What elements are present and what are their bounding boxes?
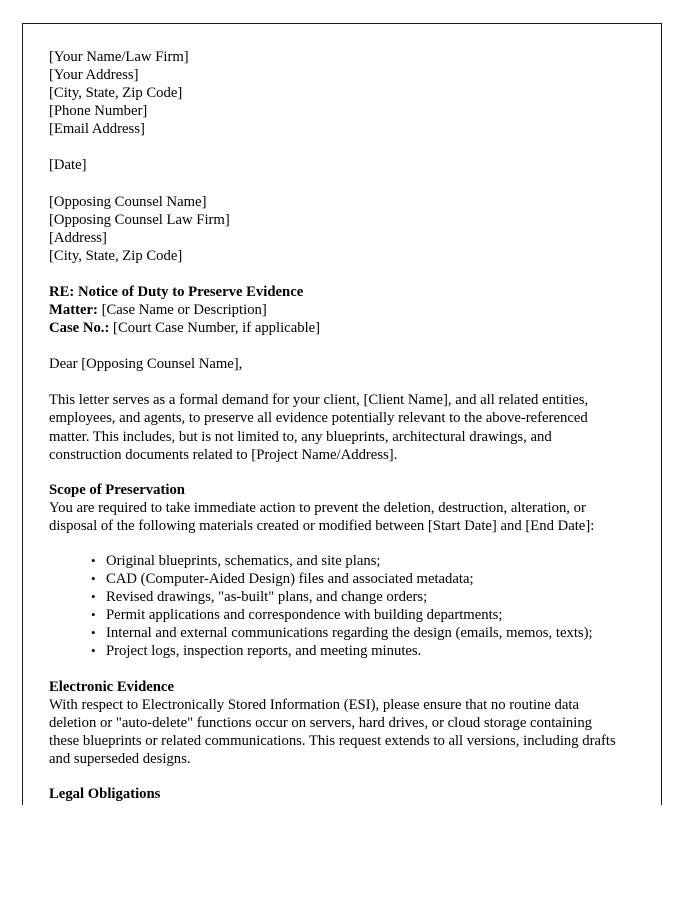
recipient-line-city: [City, State, Zip Code] [49, 247, 183, 264]
re-label: RE: [49, 283, 75, 300]
sender-line-phone: [Phone Number] [49, 103, 148, 120]
section-electronic-evidence [49, 678, 641, 768]
sender-line-address: [Your Address] [49, 67, 139, 84]
spacer [49, 535, 641, 552]
spacer [49, 175, 641, 193]
section-scope-of-preservation [49, 481, 641, 661]
intro-paragraph: This letter serves as a formal demand for your client, [Client Name], and all related entities, employees, and agents, to preserve all evidence potentially relevant to the above-referenced matter. This includes, but is not limited to, any blueprints, architectural drawings, and construction documents related to [Project Name/Address]. [49, 392, 589, 463]
sender-line-name: [Your Name/Law Firm] [49, 49, 189, 65]
list-item: • Revised drawings, "as-built" plans, and change orders; [91, 588, 641, 606]
spacer [49, 265, 641, 283]
sender-line-city: [City, State, Zip Code] [49, 85, 183, 102]
date-line: [Date] [49, 157, 87, 174]
matter-label: Matter: [49, 302, 98, 319]
spacer [49, 464, 641, 481]
recipient-line-address: [Address] [49, 229, 107, 246]
list-item: • Permit applications and correspondence with building departments; [91, 606, 641, 624]
recipient-line-name: [Opposing Counsel Name] [49, 193, 207, 210]
section-heading: Legal Obligations [49, 786, 161, 802]
case-number-label: Case No.: [49, 320, 110, 337]
section-body: With respect to Electronically Stored Information (ESI), please ensure that no routine data deletion or "auto-delete" functions occur on servers, hard drives, or cloud storage containing these blueprints or related communications. This request extends to all versions, including drafts and superseded designs. [49, 696, 616, 767]
sender-address-block [49, 48, 641, 138]
preservation-materials-list [49, 552, 641, 661]
spacer [49, 373, 641, 391]
case-number-line [49, 319, 641, 337]
document-body [23, 24, 661, 803]
matter-value: [Case Name or Description] [101, 302, 267, 319]
spacer [49, 138, 641, 156]
section-body: You are required to take immediate action to prevent the deletion, destruction, alteration, or disposal of the following materials created or modified between [Start Date] and [End Date]: [49, 499, 595, 534]
spacer [49, 661, 641, 678]
recipient-address-block [49, 193, 641, 265]
matter-line [49, 301, 641, 319]
case-number-value: [Court Case Number, if applicable] [113, 320, 321, 337]
salutation: Dear [Opposing Counsel Name], [49, 356, 243, 373]
list-item: • Internal and external communications regarding the design (emails, memos, texts); [91, 624, 641, 642]
re-line [49, 283, 641, 301]
section-heading: Scope of Preservation [49, 481, 185, 498]
list-item: • CAD (Computer-Aided Design) files and associated metadata; [91, 570, 641, 588]
re-value: Notice of Duty to Preserve Evidence [77, 283, 304, 300]
subject-block [49, 283, 641, 337]
sender-line-email: [Email Address] [49, 121, 145, 138]
list-item: • Original blueprints, schematics, and site plans; [91, 552, 641, 570]
spacer [49, 768, 641, 785]
spacer [49, 337, 641, 355]
section-legal-obligations [49, 785, 641, 803]
document-page [22, 23, 662, 805]
recipient-line-firm: [Opposing Counsel Law Firm] [49, 211, 230, 228]
section-heading: Electronic Evidence [49, 678, 174, 695]
list-item: • Project logs, inspection reports, and meeting minutes. [91, 642, 641, 660]
